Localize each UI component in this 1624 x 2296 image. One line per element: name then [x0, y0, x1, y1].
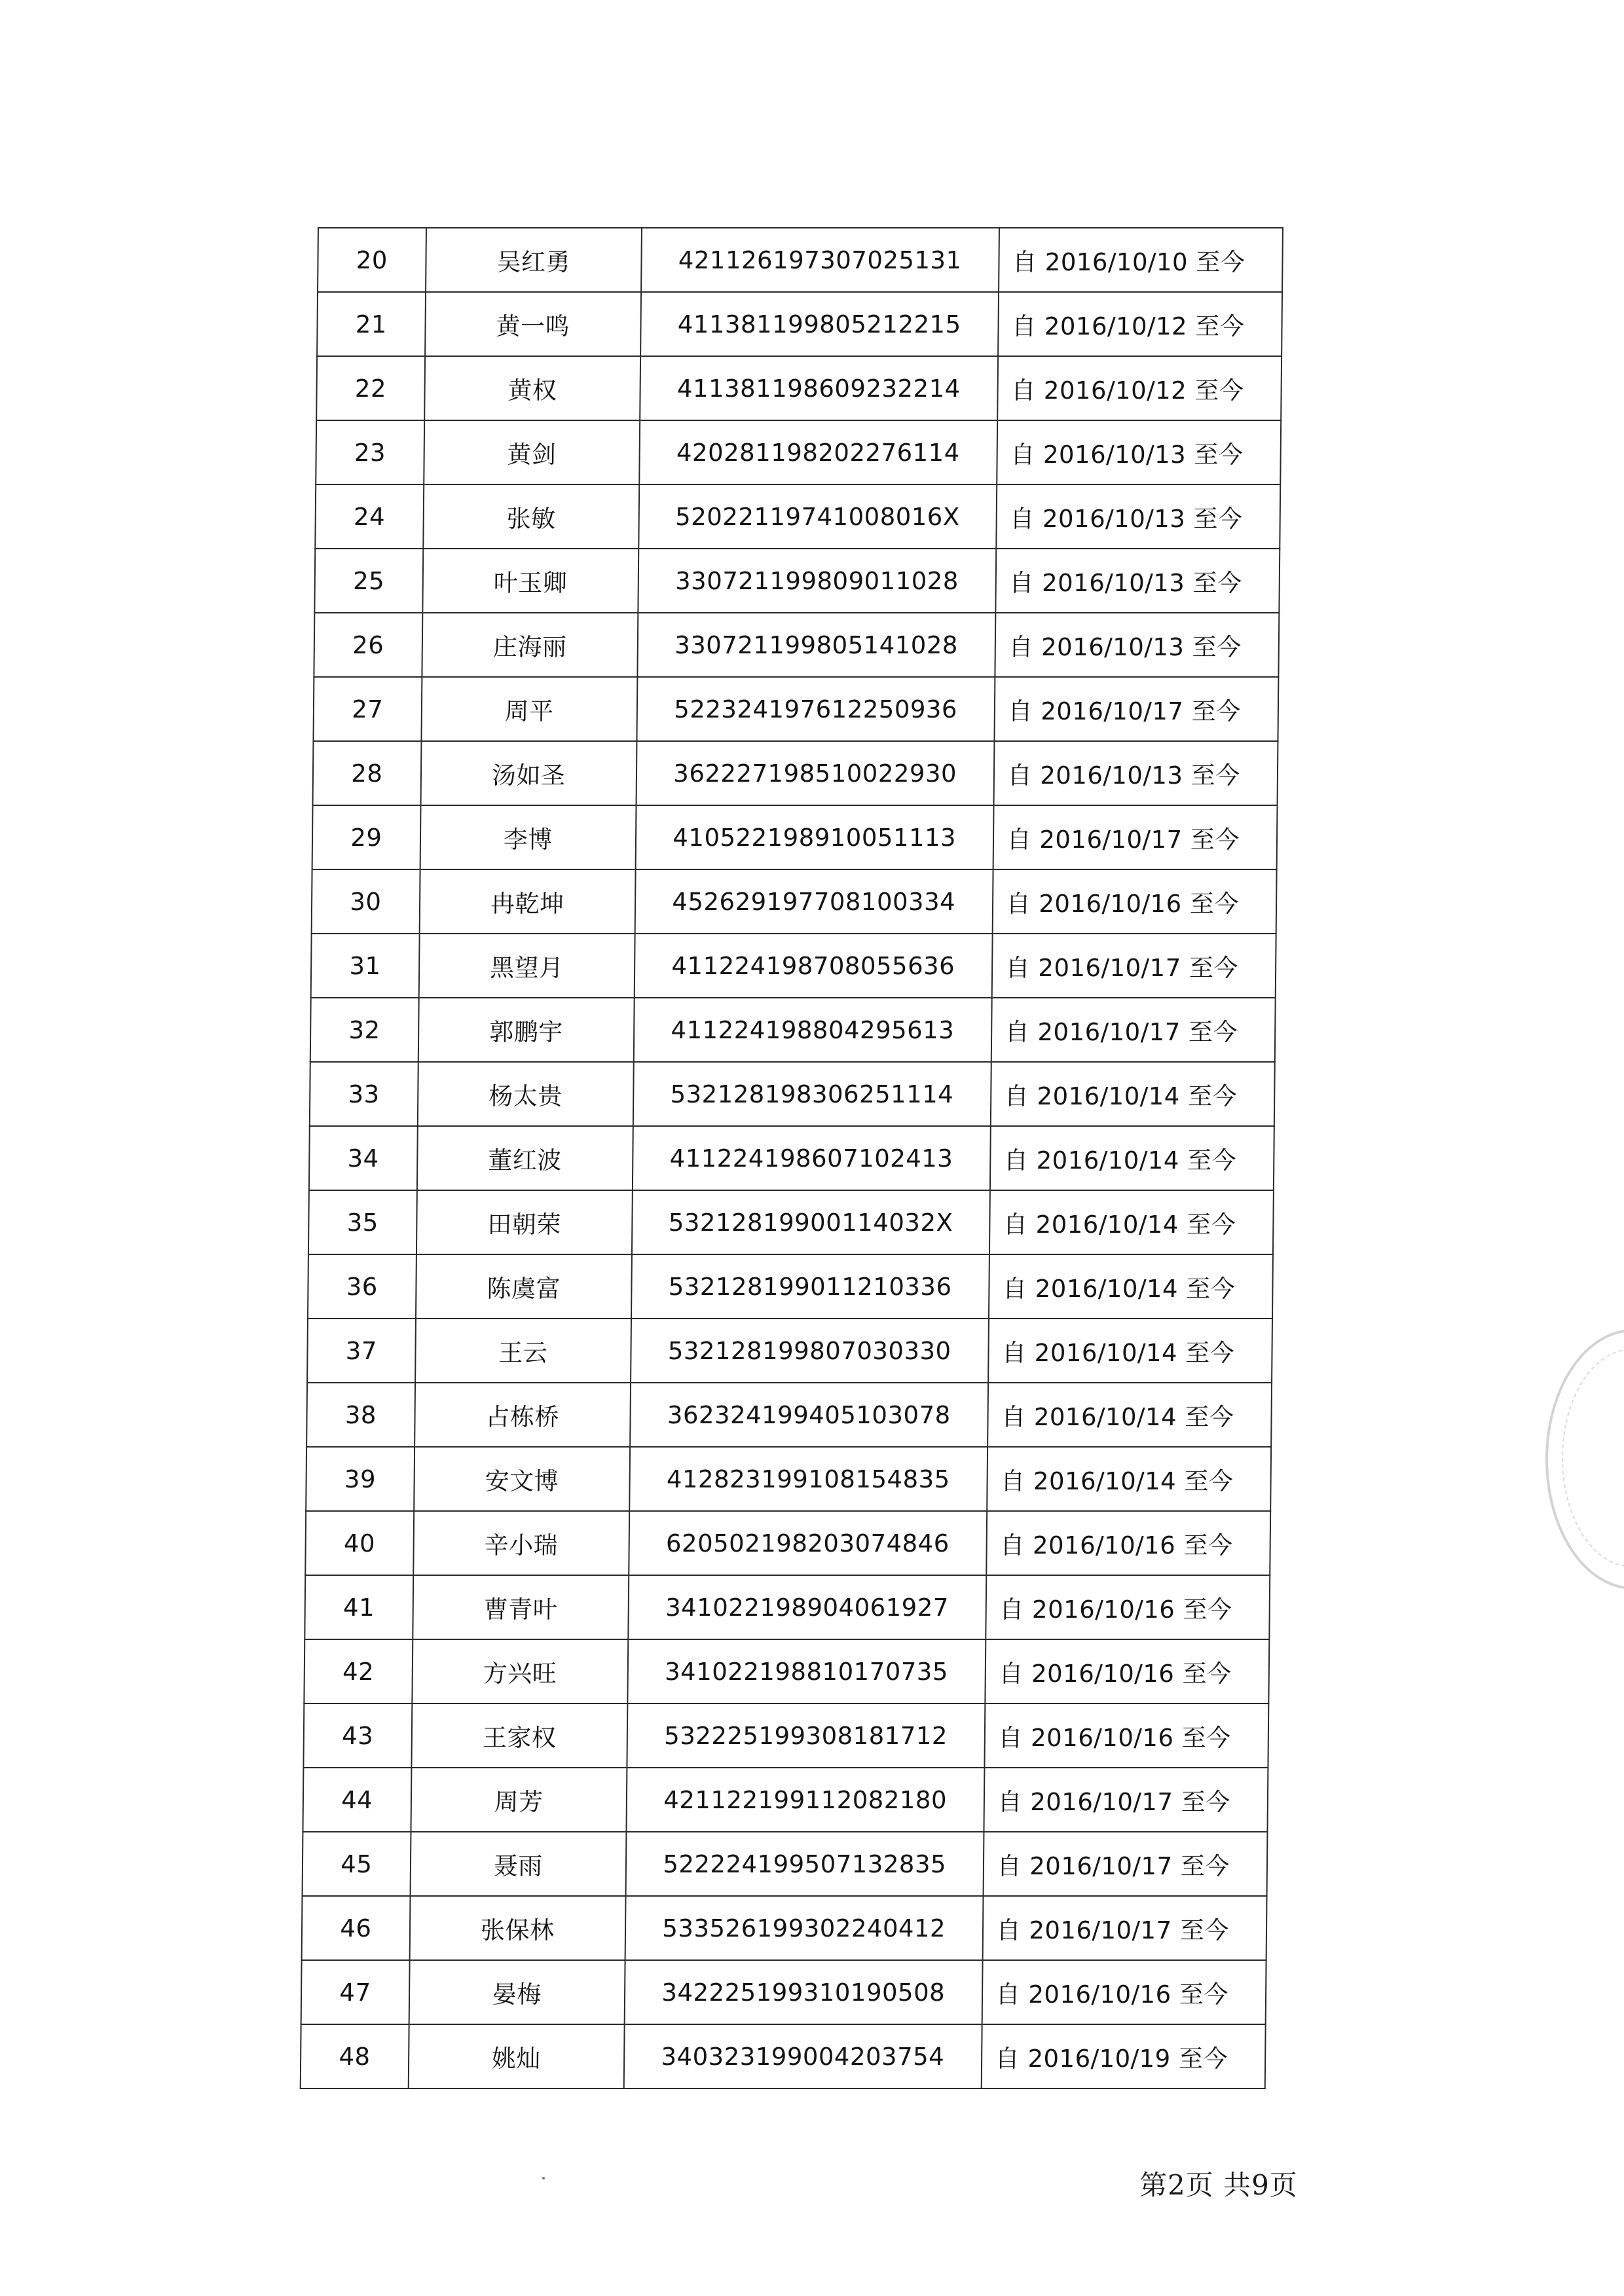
person-name-cell: 晏梅: [409, 1960, 625, 2024]
row-number-cell: 28: [313, 741, 422, 805]
row-number-cell: 37: [307, 1319, 416, 1383]
id-number-cell: 340323199004203754: [624, 2024, 982, 2088]
start-date-cell: 自 2016/10/19 至今: [981, 2024, 1265, 2088]
id-number-cell: 532128198306251114: [633, 1062, 991, 1126]
start-date-cell: 自 2016/10/14 至今: [987, 1383, 1272, 1447]
row-number-cell: 43: [303, 1704, 412, 1768]
start-date-cell: 自 2016/10/17 至今: [984, 1768, 1268, 1832]
id-number-cell: 411224198607102413: [633, 1126, 991, 1190]
table-row: [313, 741, 1278, 805]
id-number-cell: 411224198804295613: [634, 998, 992, 1062]
id-number-cell: 342225199310190508: [624, 1960, 982, 2024]
person-name-cell: 周平: [421, 677, 637, 741]
start-date-cell: 自 2016/10/14 至今: [989, 1126, 1274, 1190]
start-date-cell: 自 2016/10/16 至今: [985, 1639, 1269, 1704]
id-number-cell: 532128199807030330: [631, 1319, 989, 1383]
row-number-cell: 39: [306, 1447, 415, 1511]
row-number-cell: 29: [312, 805, 421, 869]
table-row: [303, 1832, 1268, 1896]
table-row: [315, 484, 1280, 549]
start-date-cell: 自 2016/10/12 至今: [998, 292, 1282, 356]
id-number-cell: 330721199805141028: [637, 613, 995, 677]
person-name-cell: 叶玉卿: [422, 549, 638, 613]
table-row: [301, 2024, 1266, 2088]
start-date-cell: 自 2016/10/16 至今: [986, 1511, 1270, 1575]
person-name-cell: 陈虞富: [416, 1254, 632, 1319]
row-number-cell: 24: [315, 484, 424, 549]
id-number-cell: 330721199809011028: [638, 549, 996, 613]
row-number-cell: 20: [318, 228, 426, 292]
start-date-cell: 自 2016/10/17 至今: [983, 1832, 1267, 1896]
table-row: [301, 1960, 1266, 2024]
row-number-cell: 41: [304, 1575, 413, 1639]
table-row: [318, 228, 1283, 292]
table-row: [316, 356, 1282, 420]
table-row: [308, 1254, 1273, 1319]
row-number-cell: 25: [314, 549, 423, 613]
start-date-cell: 自 2016/10/13 至今: [996, 484, 1280, 549]
table-row: [302, 1896, 1267, 1960]
start-date-cell: 自 2016/10/17 至今: [993, 805, 1277, 869]
row-number-cell: 26: [314, 613, 422, 677]
table-row: [304, 1575, 1270, 1639]
id-number-cell: 533526199302240412: [625, 1896, 983, 1960]
table-row: [303, 1704, 1268, 1768]
person-name-cell: 黄权: [424, 356, 640, 420]
page-number-footer: 第2页 共9页: [1139, 2169, 1298, 2201]
start-date-cell: 自 2016/10/14 至今: [987, 1447, 1271, 1511]
row-number-cell: 46: [302, 1896, 411, 1960]
person-name-cell: 王云: [415, 1319, 631, 1383]
id-number-cell: 411381199805212215: [640, 292, 999, 356]
row-number-cell: 31: [311, 934, 420, 998]
start-date-cell: 自 2016/10/10 至今: [999, 228, 1283, 292]
table-row: [312, 805, 1278, 869]
person-name-cell: 田朝荣: [416, 1190, 633, 1254]
start-date-cell: 自 2016/10/16 至今: [986, 1575, 1270, 1639]
row-number-cell: 23: [316, 420, 424, 484]
table-row: [308, 1190, 1274, 1254]
table-row: [310, 998, 1276, 1062]
person-name-cell: 王家权: [411, 1704, 627, 1768]
person-name-cell: 郭鹏宇: [418, 998, 634, 1062]
start-date-cell: 自 2016/10/13 至今: [995, 549, 1280, 613]
table-row: [311, 934, 1276, 998]
id-number-cell: 341022198904061927: [628, 1575, 986, 1639]
start-date-cell: 自 2016/10/14 至今: [988, 1319, 1272, 1383]
table-row: [306, 1383, 1272, 1447]
person-name-cell: 安文博: [414, 1447, 630, 1511]
id-number-cell: 362227198510022930: [636, 741, 994, 805]
table-row: [317, 292, 1282, 356]
row-number-cell: 38: [306, 1383, 415, 1447]
id-number-cell: 420281198202276114: [639, 420, 997, 484]
id-number-cell: 421126197307025131: [641, 228, 999, 292]
table-row: [313, 677, 1278, 741]
table-row: [310, 1062, 1275, 1126]
table-row: [316, 420, 1281, 484]
person-name-cell: 黄剑: [424, 420, 640, 484]
scan-speck: [542, 2177, 545, 2179]
start-date-cell: 自 2016/10/16 至今: [992, 869, 1276, 934]
person-name-cell: 占栋桥: [415, 1383, 631, 1447]
row-number-cell: 47: [301, 1960, 410, 2024]
person-name-cell: 张敏: [423, 484, 639, 549]
row-number-cell: 21: [317, 292, 426, 356]
row-number-cell: 32: [310, 998, 419, 1062]
person-name-cell: 姚灿: [408, 2024, 624, 2088]
id-number-cell: 532128199011210336: [631, 1254, 989, 1319]
table-row: [309, 1126, 1274, 1190]
start-date-cell: 自 2016/10/13 至今: [995, 613, 1279, 677]
personnel-table: [300, 227, 1283, 2089]
id-number-cell: 53212819900114032X: [632, 1190, 990, 1254]
id-number-cell: 362324199405103078: [630, 1383, 988, 1447]
person-name-cell: 黑望月: [418, 934, 635, 998]
start-date-cell: 自 2016/10/17 至今: [991, 934, 1276, 998]
person-name-cell: 李博: [420, 805, 636, 869]
row-number-cell: 30: [312, 869, 420, 934]
table-row: [307, 1319, 1272, 1383]
row-number-cell: 36: [308, 1254, 416, 1319]
table-row: [314, 549, 1280, 613]
id-number-cell: 532225199308181712: [627, 1704, 985, 1768]
id-number-cell: 410522198910051113: [635, 805, 993, 869]
row-number-cell: 33: [310, 1062, 418, 1126]
row-number-cell: 34: [309, 1126, 418, 1190]
person-name-cell: 黄一鸣: [425, 292, 641, 356]
start-date-cell: 自 2016/10/17 至今: [991, 998, 1275, 1062]
person-name-cell: 曹青叶: [413, 1575, 629, 1639]
id-number-cell: 52022119741008016X: [638, 484, 997, 549]
id-number-cell: 412823199108154835: [629, 1447, 987, 1511]
row-number-cell: 45: [303, 1832, 411, 1896]
id-number-cell: 341022198810170735: [627, 1639, 986, 1704]
person-name-cell: 冉乾坤: [419, 869, 635, 934]
id-number-cell: 411381198609232214: [640, 356, 998, 420]
person-name-cell: 周芳: [411, 1768, 627, 1832]
id-number-cell: 411224198708055636: [635, 934, 993, 998]
person-name-cell: 汤如圣: [420, 741, 637, 805]
start-date-cell: 自 2016/10/14 至今: [989, 1254, 1273, 1319]
start-date-cell: 自 2016/10/16 至今: [982, 1960, 1266, 2024]
start-date-cell: 自 2016/10/13 至今: [993, 741, 1278, 805]
person-name-cell: 张保林: [409, 1896, 625, 1960]
start-date-cell: 自 2016/10/14 至今: [989, 1190, 1273, 1254]
person-name-cell: 辛小瑞: [413, 1511, 629, 1575]
table-body: [301, 228, 1283, 2088]
start-date-cell: 自 2016/10/13 至今: [997, 420, 1281, 484]
person-name-cell: 董红波: [417, 1126, 633, 1190]
person-name-cell: 杨太贵: [417, 1062, 633, 1126]
person-name-cell: 方兴旺: [412, 1639, 628, 1704]
id-number-cell: 522324197612250936: [637, 677, 995, 741]
row-number-cell: 27: [313, 677, 422, 741]
table-row: [303, 1768, 1268, 1832]
id-number-cell: 620502198203074846: [629, 1511, 987, 1575]
id-number-cell: 421122199112082180: [626, 1768, 984, 1832]
row-number-cell: 35: [308, 1190, 417, 1254]
start-date-cell: 自 2016/10/14 至今: [990, 1062, 1274, 1126]
table-row: [312, 869, 1277, 934]
table-row: [314, 613, 1279, 677]
row-number-cell: 40: [305, 1511, 414, 1575]
person-name-cell: 聂雨: [410, 1832, 626, 1896]
row-number-cell: 22: [316, 356, 425, 420]
person-name-cell: 吴红勇: [426, 228, 642, 292]
table-row: [304, 1639, 1269, 1704]
table-row: [305, 1511, 1270, 1575]
row-number-cell: 42: [304, 1639, 413, 1704]
id-number-cell: 522224199507132835: [625, 1832, 984, 1896]
row-number-cell: 48: [301, 2024, 409, 2088]
start-date-cell: 自 2016/10/16 至今: [984, 1704, 1268, 1768]
start-date-cell: 自 2016/10/12 至今: [997, 356, 1282, 420]
person-name-cell: 庄海丽: [422, 613, 638, 677]
table-row: [306, 1447, 1271, 1511]
start-date-cell: 自 2016/10/17 至今: [982, 1896, 1266, 1960]
id-number-cell: 452629197708100334: [635, 869, 993, 934]
row-number-cell: 44: [303, 1768, 411, 1832]
start-date-cell: 自 2016/10/17 至今: [994, 677, 1278, 741]
